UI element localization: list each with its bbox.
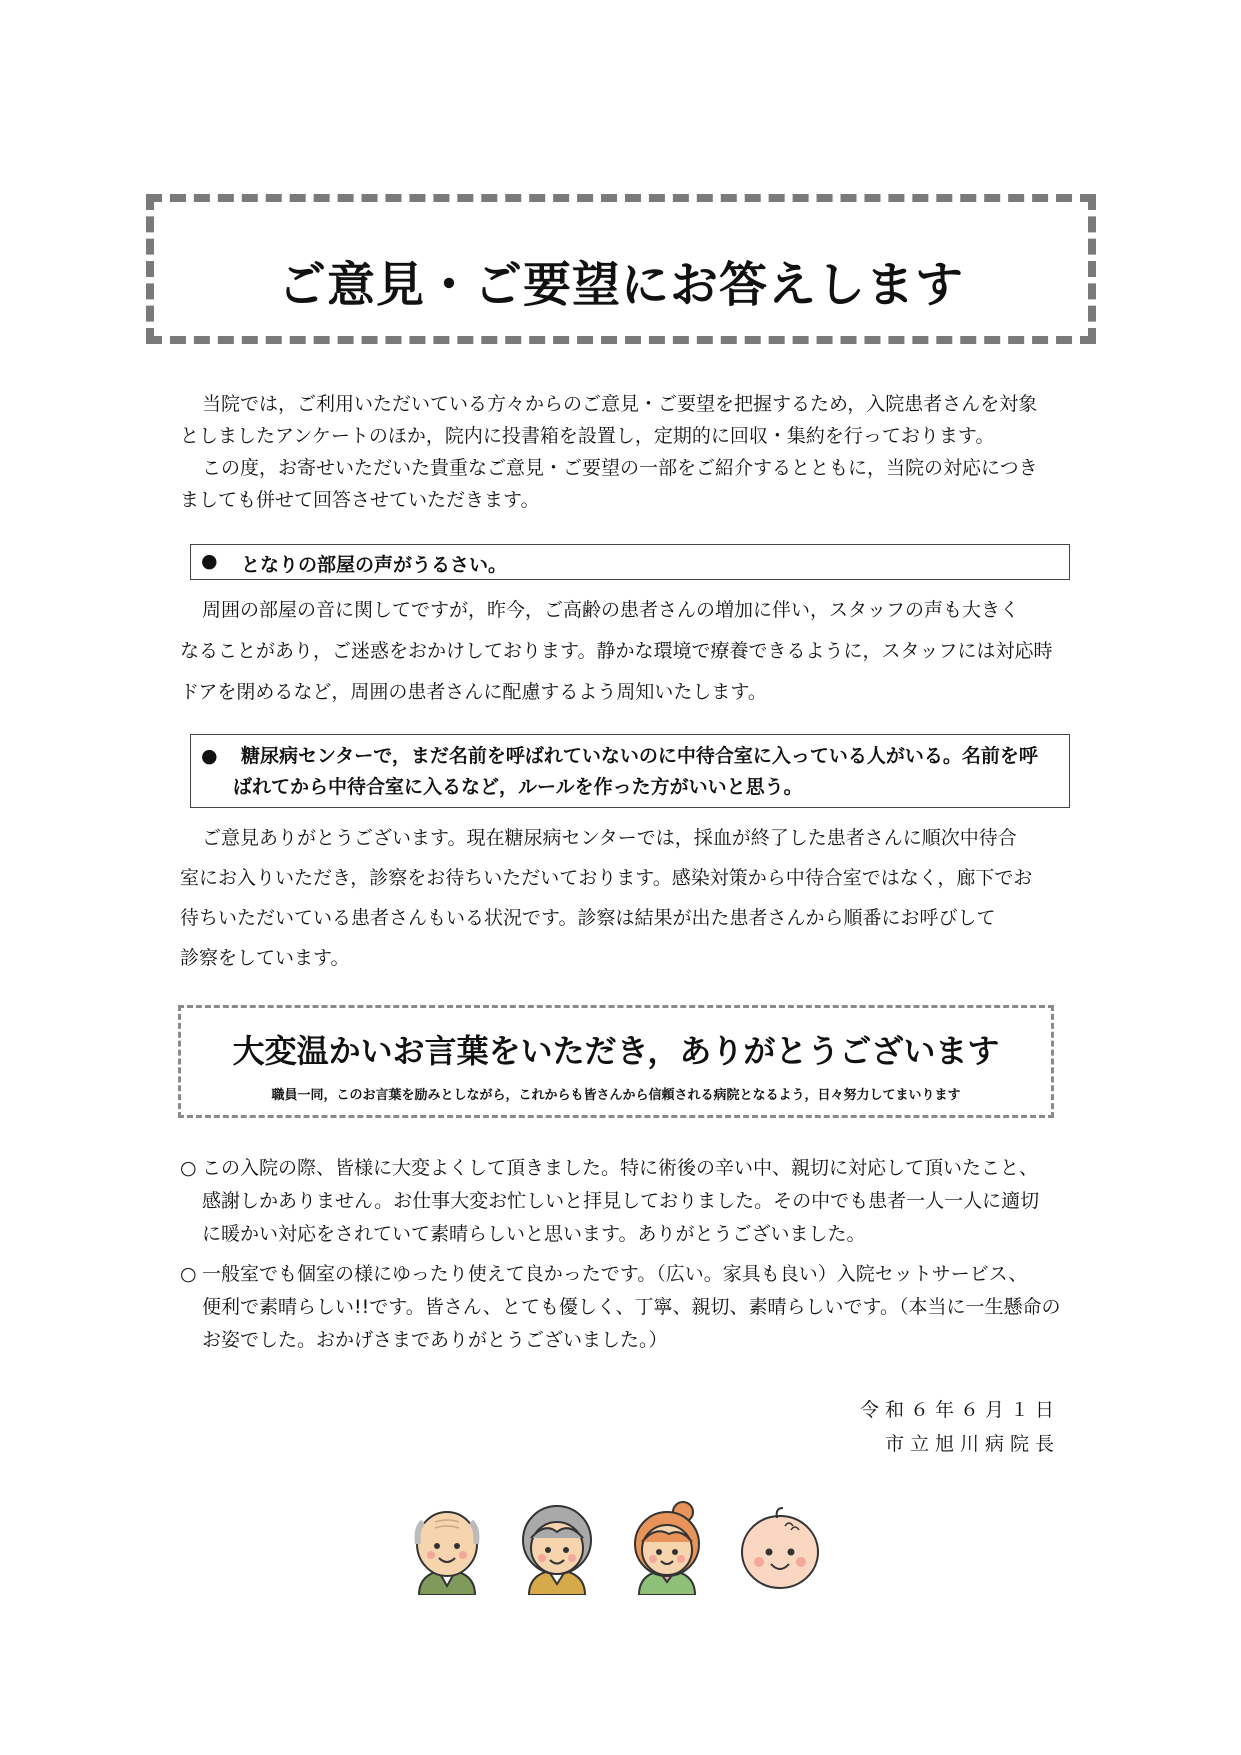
comment-line: 感謝しかありません。お仕事大変お忙しいと拝見しておりました。その中でも患者一人一人に適切: [202, 1190, 1040, 1212]
signature-date: 令和６年６月１日: [859, 1399, 1060, 1421]
page-title: ご意見・ご要望にお答えします: [277, 257, 964, 313]
bullet: ●: [201, 745, 218, 767]
signature-author: 市立旭川病院長: [884, 1433, 1060, 1455]
question-box: [190, 544, 1070, 580]
answer-text: [180, 590, 1060, 713]
family-illustration: [405, 1500, 845, 1600]
title-frame: [146, 194, 1096, 344]
comment-line: 便利で素晴らしい!!です。皆さん、とても優しく、丁寧、親切、素晴らしいです。（本当に一生懸命の: [202, 1296, 1061, 1318]
woman-icon: [625, 1500, 710, 1595]
baby-icon: [735, 1500, 825, 1595]
intro-line: この度，お寄せいただいた貴重なご意見・ご要望の一部をご紹介するとともに，当院の対応につき: [202, 457, 1038, 479]
bullet: ●: [201, 550, 218, 572]
thanks-frame: [178, 1005, 1054, 1118]
question-text: 糖尿病センターで，まだ名前を呼ばれていないのに中待合室に入っている人がいる。名前を呼: [241, 745, 1038, 767]
circle-icon: ○: [180, 1263, 197, 1285]
answer-line: 診察をしています。: [180, 947, 350, 969]
answer-line: 周囲の部屋の音に関してですが，昨今，ご高齢の患者さんの増加に伴い，スタッフの声も大きく: [202, 599, 1020, 621]
answer-line: ドアを閉めるなど，周囲の患者さんに配慮するよう周知いたします。: [180, 681, 767, 703]
answer-line: なることがあり，ご迷惑をおかけしております。静かな環境で療養できるように，スタッフには対応時: [180, 640, 1053, 662]
intro-line: 当院では，ご利用いただいている方々からのご意見・ご要望を把握するため，入院患者さんを対象: [202, 393, 1038, 415]
question-box: [190, 734, 1070, 808]
signature-block: [780, 1393, 1060, 1461]
thanks-subtitle: 職員一同，このお言葉を励みとしながら，これからも皆さんから信頼される病院となるよう，日々努力してまいります: [271, 1088, 961, 1103]
thanks-title: 大変温かいお言葉をいただき，ありがとうございます: [232, 1032, 1000, 1070]
comment-line: 一般室でも個室の様にゆったり使えて良かったです。（広い。家具も良い）入院セットサービス、: [202, 1263, 1028, 1285]
intro-line: ましても併せて回答させていただきます。: [180, 489, 540, 511]
elderly-man-icon: [405, 1500, 490, 1595]
elderly-woman-icon: [515, 1500, 600, 1595]
question-text: となりの部屋の声がうるさい。: [241, 554, 508, 576]
comment-line: に暖かい対応をされていて素晴らしいと思います。ありがとうございました。: [202, 1223, 866, 1245]
intro-line: としましたアンケートのほか，院内に投書箱を設置し，定期的に回収・集約を行っております。: [180, 425, 995, 447]
comment-line: この入院の際、皆様に大変よくして頂きました。特に術後の辛い中、親切に対応して頂いたこと、: [202, 1157, 1039, 1179]
answer-line: 待ちいただいている患者さんもいる状況です。診察は結果が出た患者さんから順番にお呼びして: [180, 907, 996, 929]
circle-icon: ○: [180, 1157, 197, 1179]
answer-line: 室にお入りいただき，診察をお待ちいただいております。感染対策から中待合室ではなく，廊下でお: [180, 867, 1033, 889]
comment-line: お姿でした。おかげさまでありがとうございました。）: [202, 1329, 668, 1351]
answer-text: [180, 818, 1060, 978]
comment-item: [180, 1258, 1080, 1357]
comment-item: [180, 1152, 1080, 1251]
question-text: ばれてから中待合室に入るなど，ルールを作った方がいいと思う。: [233, 776, 803, 798]
intro-text: [180, 388, 1080, 516]
answer-line: ご意見ありがとうございます。現在糖尿病センターでは，採血が終了した患者さんに順次中待合: [202, 827, 1017, 849]
